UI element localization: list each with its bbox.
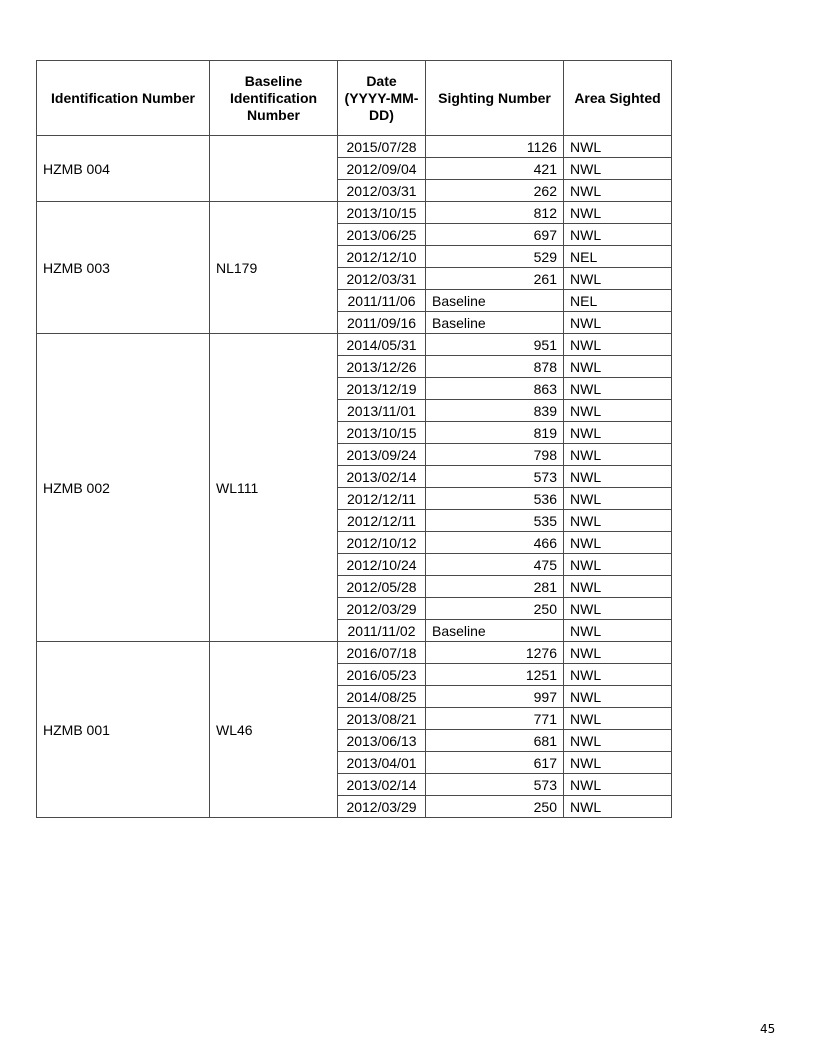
identification-number-cell: HZMB 003 <box>37 202 210 334</box>
date-cell: 2012/09/04 <box>338 158 426 180</box>
date-cell: 2016/05/23 <box>338 664 426 686</box>
date-cell: 2013/09/24 <box>338 444 426 466</box>
area-sighted-cell: NWL <box>564 180 672 202</box>
area-sighted-cell: NWL <box>564 510 672 532</box>
date-cell: 2012/12/11 <box>338 510 426 532</box>
date-cell: 2012/05/28 <box>338 576 426 598</box>
date-cell: 2013/12/19 <box>338 378 426 400</box>
baseline-identification-cell: NL179 <box>210 202 338 334</box>
date-cell: 2012/10/24 <box>338 554 426 576</box>
baseline-identification-cell: WL46 <box>210 642 338 818</box>
header-row <box>37 61 672 136</box>
date-cell: 2013/02/14 <box>338 774 426 796</box>
date-cell: 2013/06/25 <box>338 224 426 246</box>
date-cell: 2014/08/25 <box>338 686 426 708</box>
table-body <box>37 136 672 818</box>
sighting-number-cell: 1251 <box>426 664 564 686</box>
page-number: 45 <box>760 1022 776 1036</box>
sighting-number-cell: 421 <box>426 158 564 180</box>
area-sighted-cell: NWL <box>564 642 672 664</box>
area-sighted-cell: NWL <box>564 224 672 246</box>
date-cell: 2013/06/13 <box>338 730 426 752</box>
sighting-number-cell: 250 <box>426 598 564 620</box>
area-sighted-cell: NWL <box>564 664 672 686</box>
sighting-table <box>36 60 672 818</box>
area-sighted-cell: NWL <box>564 268 672 290</box>
table-row <box>37 334 672 356</box>
sighting-number-cell: Baseline <box>426 312 564 334</box>
date-cell: 2012/03/29 <box>338 598 426 620</box>
date-cell: 2013/11/01 <box>338 400 426 422</box>
area-sighted-cell: NWL <box>564 686 672 708</box>
area-sighted-cell: NWL <box>564 136 672 158</box>
date-cell: 2014/05/31 <box>338 334 426 356</box>
header-baseline-identification-number: Baseline Identification Number <box>210 61 338 136</box>
sighting-number-cell: 812 <box>426 202 564 224</box>
area-sighted-cell: NWL <box>564 532 672 554</box>
sighting-number-cell: 536 <box>426 488 564 510</box>
date-cell: 2012/03/31 <box>338 268 426 290</box>
date-cell: 2011/11/06 <box>338 290 426 312</box>
sighting-number-cell: 281 <box>426 576 564 598</box>
sighting-number-cell: 798 <box>426 444 564 466</box>
sighting-number-cell: 697 <box>426 224 564 246</box>
identification-number-cell: HZMB 001 <box>37 642 210 818</box>
area-sighted-cell: NWL <box>564 158 672 180</box>
date-cell: 2015/07/28 <box>338 136 426 158</box>
sighting-number-cell: 771 <box>426 708 564 730</box>
sighting-number-cell: 997 <box>426 686 564 708</box>
date-cell: 2013/02/14 <box>338 466 426 488</box>
area-sighted-cell: NWL <box>564 400 672 422</box>
sighting-number-cell: 1276 <box>426 642 564 664</box>
area-sighted-cell: NWL <box>564 730 672 752</box>
sighting-number-cell: 475 <box>426 554 564 576</box>
table-row <box>37 202 672 224</box>
area-sighted-cell: NWL <box>564 378 672 400</box>
sighting-number-cell: Baseline <box>426 290 564 312</box>
sighting-number-cell: 681 <box>426 730 564 752</box>
sighting-number-cell: 466 <box>426 532 564 554</box>
area-sighted-cell: NWL <box>564 444 672 466</box>
area-sighted-cell: NEL <box>564 290 672 312</box>
area-sighted-cell: NWL <box>564 312 672 334</box>
date-cell: 2012/03/29 <box>338 796 426 818</box>
sighting-number-cell: 617 <box>426 752 564 774</box>
sighting-number-cell: 529 <box>426 246 564 268</box>
sighting-number-cell: 573 <box>426 466 564 488</box>
sighting-number-cell: 863 <box>426 378 564 400</box>
date-cell: 2011/11/02 <box>338 620 426 642</box>
date-cell: 2013/10/15 <box>338 202 426 224</box>
sighting-number-cell: 573 <box>426 774 564 796</box>
area-sighted-cell: NWL <box>564 620 672 642</box>
area-sighted-cell: NWL <box>564 752 672 774</box>
table-row <box>37 642 672 664</box>
date-cell: 2013/04/01 <box>338 752 426 774</box>
sighting-number-cell: 1126 <box>426 136 564 158</box>
area-sighted-cell: NWL <box>564 554 672 576</box>
area-sighted-cell: NWL <box>564 422 672 444</box>
area-sighted-cell: NWL <box>564 202 672 224</box>
date-cell: 2012/12/10 <box>338 246 426 268</box>
sighting-number-cell: 261 <box>426 268 564 290</box>
table-header <box>37 61 672 136</box>
header-sighting-number: Sighting Number <box>426 61 564 136</box>
area-sighted-cell: NWL <box>564 334 672 356</box>
date-cell: 2012/03/31 <box>338 180 426 202</box>
area-sighted-cell: NWL <box>564 598 672 620</box>
date-cell: 2013/08/21 <box>338 708 426 730</box>
area-sighted-cell: NEL <box>564 246 672 268</box>
area-sighted-cell: NWL <box>564 774 672 796</box>
area-sighted-cell: NWL <box>564 576 672 598</box>
sighting-number-cell: 535 <box>426 510 564 532</box>
sighting-number-cell: 262 <box>426 180 564 202</box>
area-sighted-cell: NWL <box>564 488 672 510</box>
sighting-number-cell: Baseline <box>426 620 564 642</box>
area-sighted-cell: NWL <box>564 796 672 818</box>
table-row <box>37 136 672 158</box>
date-cell: 2013/12/26 <box>338 356 426 378</box>
header-area-sighted: Area Sighted <box>564 61 672 136</box>
date-cell: 2012/10/12 <box>338 532 426 554</box>
sighting-number-cell: 819 <box>426 422 564 444</box>
area-sighted-cell: NWL <box>564 466 672 488</box>
sighting-number-cell: 839 <box>426 400 564 422</box>
area-sighted-cell: NWL <box>564 356 672 378</box>
header-date: Date (YYYY-MM-DD) <box>338 61 426 136</box>
date-cell: 2016/07/18 <box>338 642 426 664</box>
baseline-identification-cell: WL111 <box>210 334 338 642</box>
header-identification-number: Identification Number <box>37 61 210 136</box>
identification-number-cell: HZMB 002 <box>37 334 210 642</box>
date-cell: 2013/10/15 <box>338 422 426 444</box>
sighting-number-cell: 878 <box>426 356 564 378</box>
area-sighted-cell: NWL <box>564 708 672 730</box>
sighting-number-cell: 951 <box>426 334 564 356</box>
date-cell: 2012/12/11 <box>338 488 426 510</box>
identification-number-cell: HZMB 004 <box>37 136 210 202</box>
baseline-identification-cell <box>210 136 338 202</box>
date-cell: 2011/09/16 <box>338 312 426 334</box>
sighting-number-cell: 250 <box>426 796 564 818</box>
